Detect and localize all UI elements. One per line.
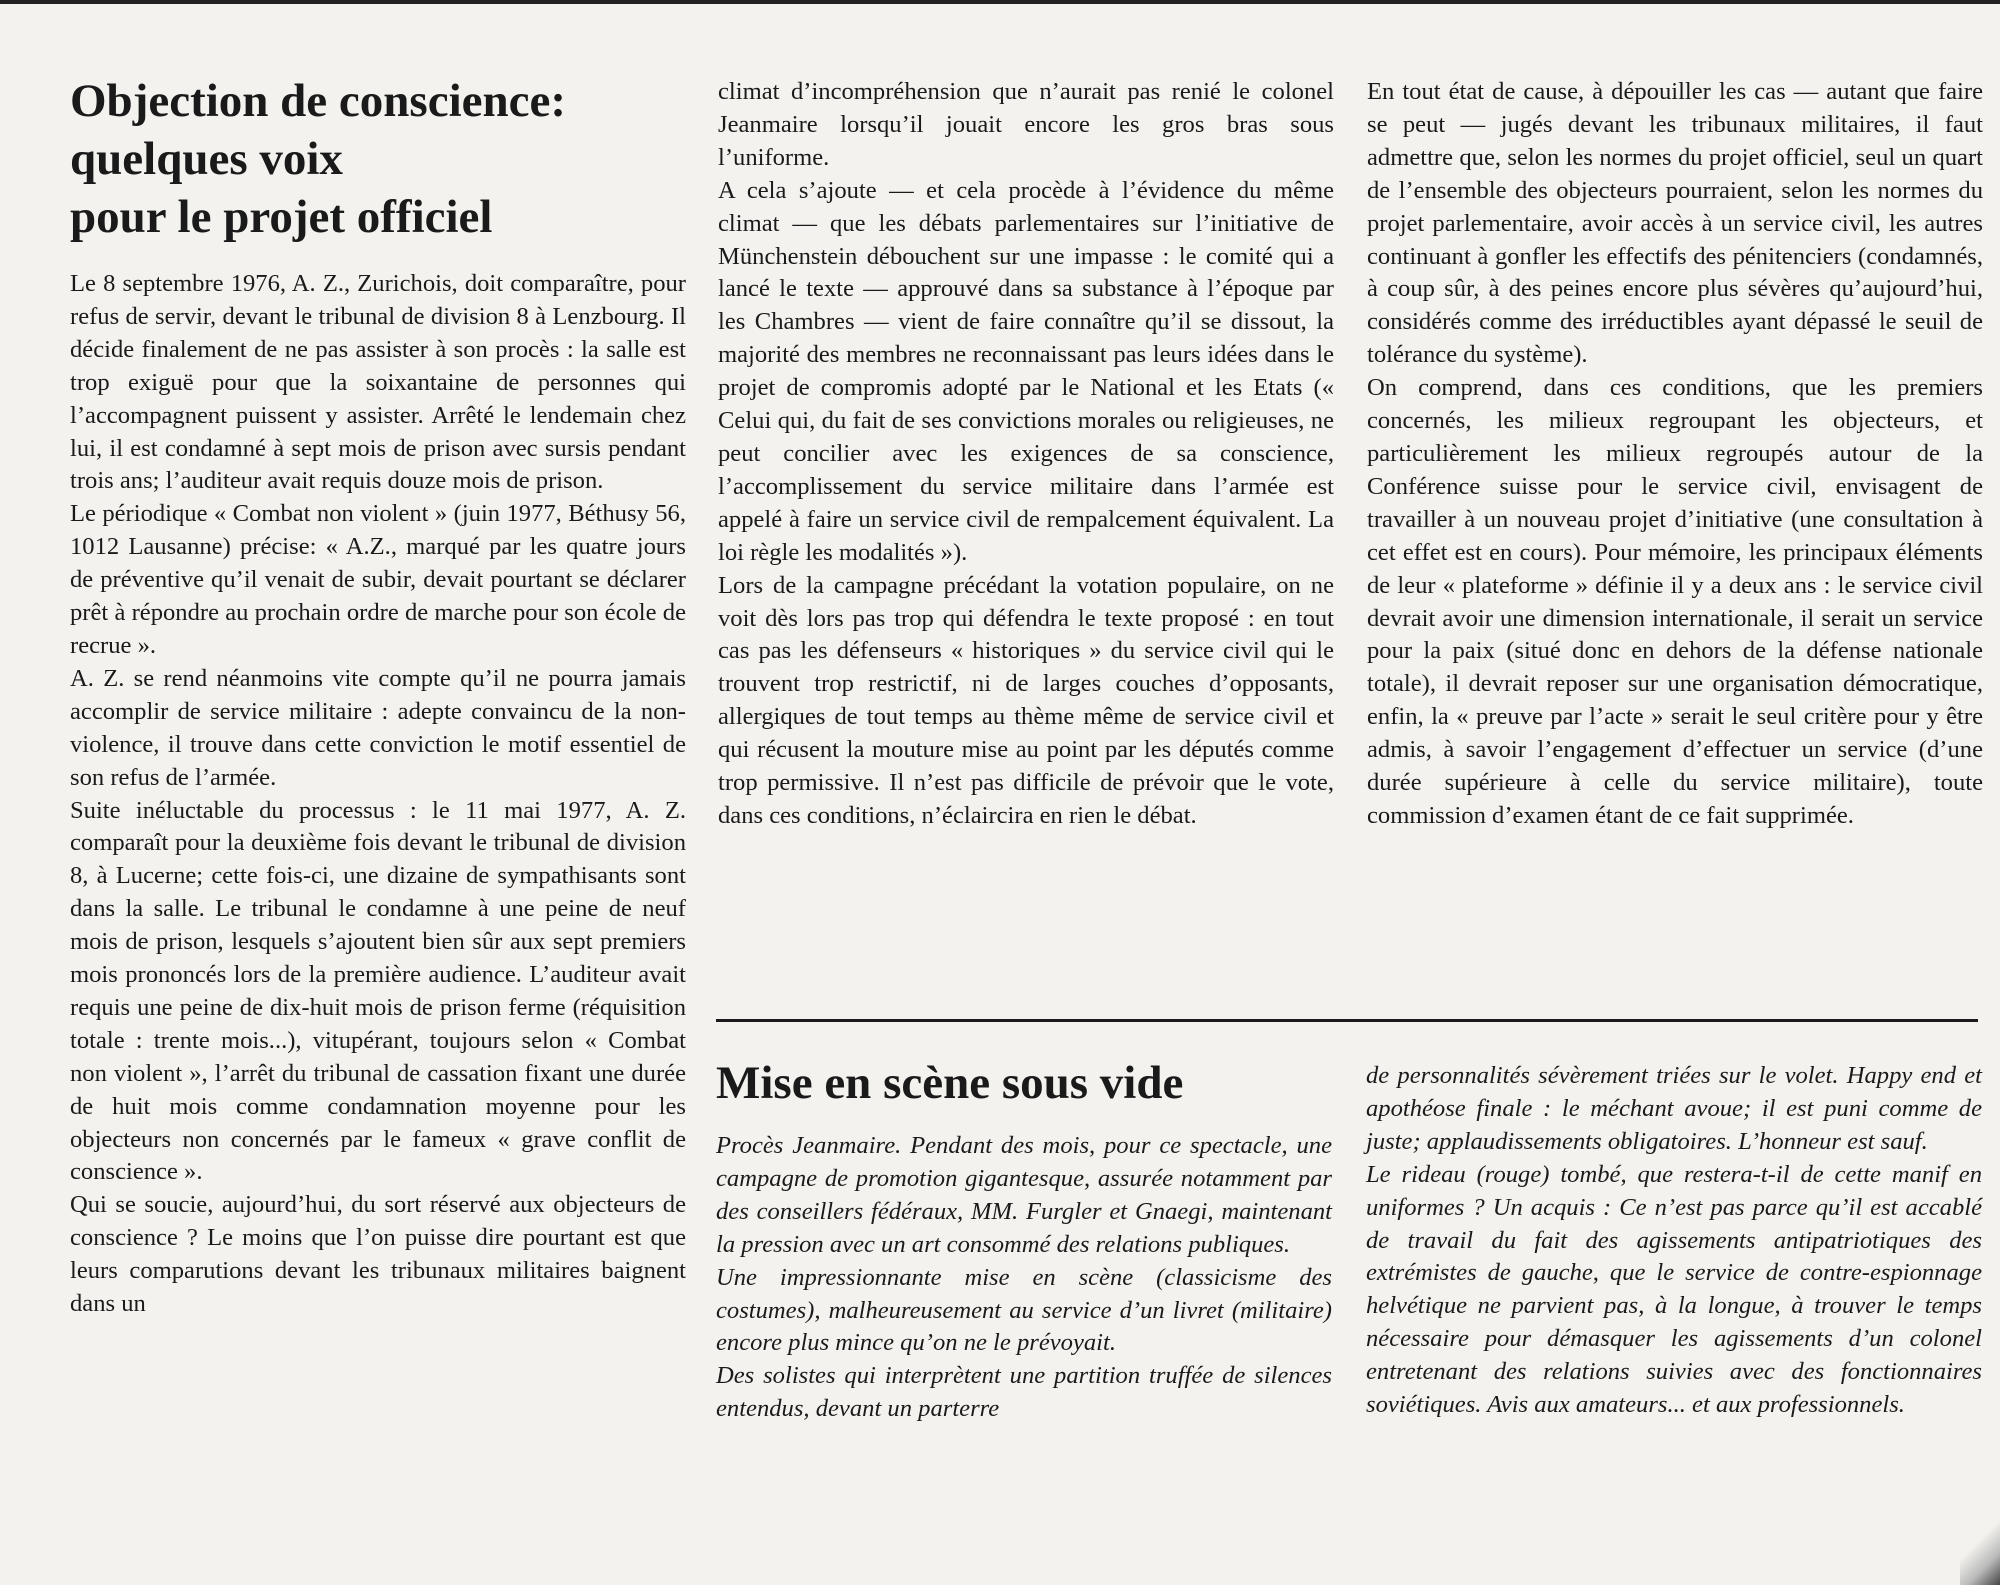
title-line: pour le projet officiel <box>70 191 493 243</box>
paragraph: En tout état de cause, à dépouiller les cas — autant que faire se peut — jugés devant les tribunaux militaires, il faut admettre que, selon les normes du projet officiel, seul un quart de l’ensemble des objecteurs pourraient, selon les normes du projet parlementaire, avoir accès à un service civil, les autres continuant à gonfler les effectifs des pénitenciers (condamnés, à coup sûr, à des peines encore plus sévères qu’aujourd’hui, considérés comme des irréductibles ayant dépassé le seuil de tolérance du système). <box>1367 78 1983 369</box>
title-line: quelques voix <box>70 133 343 185</box>
article-column-2 <box>718 76 1334 833</box>
paragraph: climat d’incompréhension que n’aurait pas renié le colonel Jeanmaire lorsqu’il jouait encore les gros bras sous l’uniforme. <box>718 78 1334 171</box>
paragraph: Suite inéluctable du processus : le 11 mai 1977, A. Z. comparaît pour la deuxième fois devant le tribunal de division 8, à Lucerne; cette fois-ci, une dizaine de sympathisants sont dans la salle. Le tribunal le condamne à une peine de neuf mois de prison, lesquels s’ajoutent bien sûr aux sept premiers mois prononcés lors de la première audience. L’auditeur avait requis une peine de dix-huit mois de prison ferme (réquisition totale : trente mois...), vitupérant, toujours selon « Combat non violent », l’arrêt du tribunal de cassation fixant une durée de huit mois comme condamnation moyenne pour les objecteurs non concernés par le fameux « grave conflit de conscience ». <box>70 796 686 1186</box>
article-title-2: Mise en scène sous vide <box>716 1057 1184 1109</box>
paragraph: Le rideau (rouge) tombé, que restera-t-il de cette manif en uniformes ? Un acquis : Ce n’est pas parce qu’il est accablé de travail du fait des agissements antipatriotiques des extrémistes de gauche, que le service de contre-espionnage helvétique ne parvient pas, à la longue, à trouver le temps nécessaire pour démasquer les agissements d’un colonel entretenant des relations suivies avec des fonctionnaires soviétiques. Avis aux amateurs... et aux professionnels. <box>1366 1160 1982 1419</box>
paragraph: On comprend, dans ces conditions, que les premiers concernés, les milieux regroupant les objecteurs, et particulièrement les milieux regroupés autour de la Conférence suisse pour le service civil, envisagent de travailler à un nouveau projet d’initiative (une consultation à cet effet est en cours). Pour mémoire, les principaux éléments de leur « plateforme » définie il y a deux ans : le service civil devrait avoir une dimension internationale, il serait un service pour la paix (situé donc en dehors de la défense nationale totale), il devrait reposer sur une organisation démocratique, enfin, la « preuve par l’acte » serait le seul critère pour y être admis, à savoir l’engagement d’effectuer un service (d’une durée supérieure à celle du service militaire), toute commission d’examen étant de ce fait supprimée. <box>1367 374 1983 829</box>
page-corner-shadow <box>1960 1515 2000 1585</box>
paragraph: de personnalités sévèrement triées sur le volet. Happy end et apothéose finale : le méchant avoue; il est puni comme de juste; applaudissements obligatoires. L’honneur est sauf. <box>1366 1062 1982 1155</box>
top-border <box>0 0 2000 4</box>
article-title <box>70 72 710 246</box>
paragraph: Des solistes qui interprètent une partition truffée de silences entendus, devant un parterre <box>716 1362 1332 1423</box>
paragraph: Qui se soucie, aujourd’hui, du sort réservé aux objecteurs de conscience ? Le moins que l’on puisse dire pourtant est que leurs comparutions devant les tribunaux militaires baignent dans un <box>70 1191 686 1318</box>
paragraph: A cela s’ajoute — et cela procède à l’évidence du même climat — que les débats parlementaires sur l’initiative de Münchenstein débouchent sur une impasse : le comité qui a lancé le texte — approuvé dans sa substance à l’époque par les Chambres — vient de faire connaître qu’il se dissout, la majorité des membres ne reconnaissant pas leurs idées dans le projet de compromis adopté par le National et les Etats (« Celui qui, du fait de ses convictions morales ou religieuses, ne peut concilier avec les exigences de sa conscience, l’accomplissement du service militaire dans l’armée est appelé à faire un service civil de rempalcement équivalent. La loi règle les modalités »). <box>718 176 1334 566</box>
paragraph: A. Z. se rend néanmoins vite compte qu’il ne pourra jamais accomplir de service militaire : adepte convaincu de la non-violence, il trouve dans cette conviction le motif essentiel de son refus de l’armée. <box>70 664 686 791</box>
article-column-1 <box>70 268 686 1321</box>
article-column-3 <box>1367 76 1983 833</box>
paragraph: Le 8 septembre 1976, A. Z., Zurichois, doit comparaître, pour refus de servir, devant le tribunal de division 8 à Lenzbourg. Il décide finalement de ne pas assister à son procès : la salle est trop exiguë pour que la soixantaine de personnes qui l’accompagnent puissent y assister. Arrêté le lendemain chez lui, il est condamné à sept mois de prison avec sursis pendant trois ans; l’auditeur avait requis douze mois de prison. <box>70 270 686 495</box>
title-line: Objection de conscience: <box>70 75 567 127</box>
paragraph: Le périodique « Combat non violent » (juin 1977, Béthusy 56, 1012 Lausanne) précise: « A.Z., marqué par les quatre jours de préventive qu’il venait de subir, devait pourtant se déclarer prêt à répondre au prochain ordre de marche pour son école de recrue ». <box>70 500 686 659</box>
article2-column-1 <box>716 1130 1332 1426</box>
section-divider <box>716 1019 1978 1022</box>
article2-column-2 <box>1366 1060 1982 1422</box>
paragraph: Procès Jeanmaire. Pendant des mois, pour ce spectacle, une campagne de promotion gigantesque, assurée notamment par des conseillers fédéraux, MM. Furgler et Gnaegi, maintenant la pression avec un art consommé des relations publiques. <box>716 1132 1332 1258</box>
paragraph: Lors de la campagne précédant la votation populaire, on ne voit dès lors pas trop qui défendra le texte proposé : en tout cas pas les défenseurs « historiques » du service civil qui le trouvent trop restrictif, ni de larges couches d’opposants, allergiques de tout temps au thème même de service civil et qui récusent la mouture mise au point par les députés comme trop permissive. Il n’est pas difficile de prévoir que le vote, dans ces conditions, n’éclaircira en rien le débat. <box>718 571 1334 829</box>
paragraph: Une impressionnante mise en scène (classicisme des costumes), malheureusement au service d’un livret (militaire) encore plus mince qu’on ne le prévoyait. <box>716 1263 1332 1357</box>
